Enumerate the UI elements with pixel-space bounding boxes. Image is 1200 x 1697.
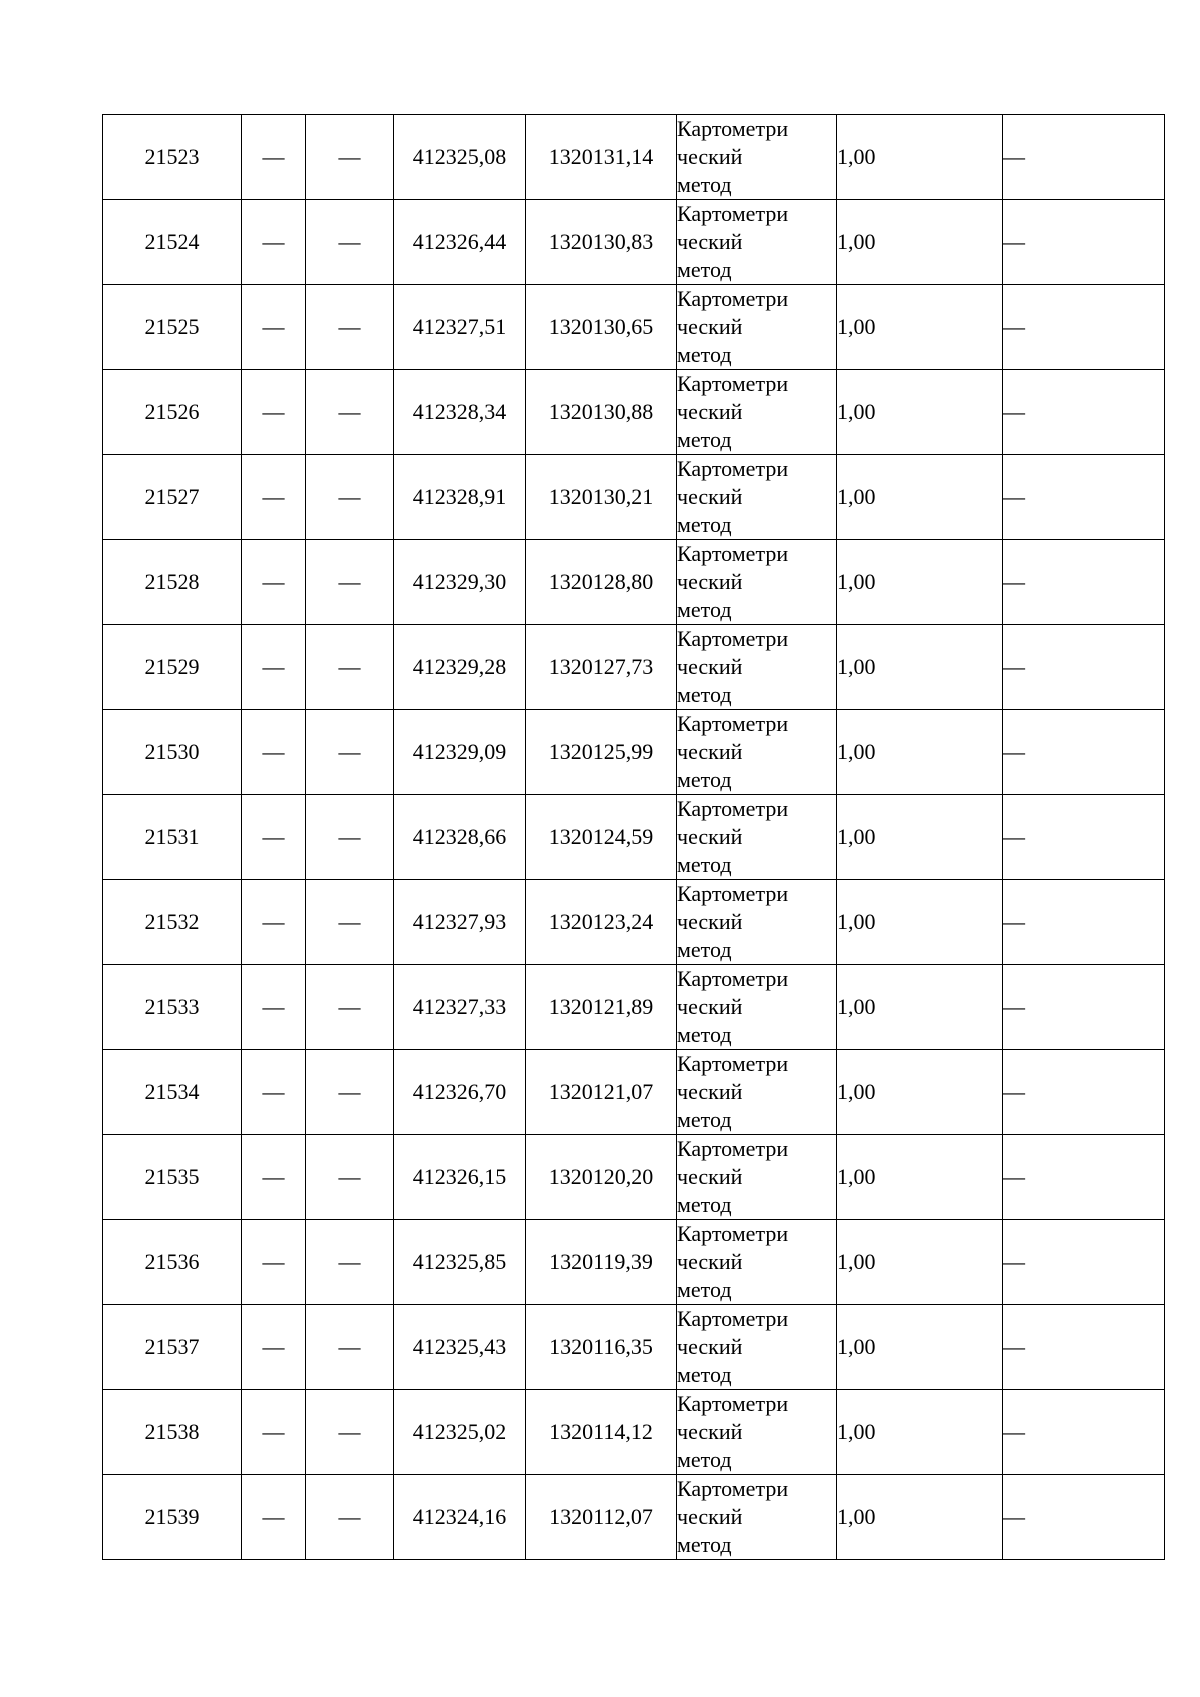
precision-cell: 1,00 bbox=[837, 200, 1003, 285]
method-line: ческий bbox=[677, 569, 743, 594]
method-cell bbox=[677, 1220, 837, 1305]
y-coordinate-cell: 1320125,99 bbox=[526, 710, 677, 795]
method-line: Картометри bbox=[677, 626, 789, 651]
x-coordinate-cell: 412325,08 bbox=[394, 115, 526, 200]
method-line: Картометри bbox=[677, 796, 789, 821]
y-coordinate-cell: 1320130,88 bbox=[526, 370, 677, 455]
y-coordinate-cell: 1320120,20 bbox=[526, 1135, 677, 1220]
method-line: Картометри bbox=[677, 1306, 789, 1331]
point-number-cell: 21538 bbox=[103, 1390, 242, 1475]
description-cell: — bbox=[1003, 965, 1165, 1050]
method-cell bbox=[677, 880, 837, 965]
empty-column-3-cell: — bbox=[306, 455, 394, 540]
description-cell: — bbox=[1003, 710, 1165, 795]
description-cell: — bbox=[1003, 795, 1165, 880]
precision-cell: 1,00 bbox=[837, 1050, 1003, 1135]
method-line: Картометри bbox=[677, 1221, 789, 1246]
table-row bbox=[103, 1390, 1165, 1475]
method-line: метод bbox=[677, 172, 732, 197]
y-coordinate-cell: 1320124,59 bbox=[526, 795, 677, 880]
method-line: Картометри bbox=[677, 541, 789, 566]
precision-cell: 1,00 bbox=[837, 1220, 1003, 1305]
empty-column-3-cell: — bbox=[306, 1050, 394, 1135]
method-line: ческий bbox=[677, 1249, 743, 1274]
y-coordinate-cell: 1320116,35 bbox=[526, 1305, 677, 1390]
method-line: ческий bbox=[677, 229, 743, 254]
table-row bbox=[103, 880, 1165, 965]
precision-cell: 1,00 bbox=[837, 1475, 1003, 1560]
empty-column-2-cell: — bbox=[242, 115, 306, 200]
method-line: ческий bbox=[677, 1079, 743, 1104]
empty-column-2-cell: — bbox=[242, 710, 306, 795]
x-coordinate-cell: 412324,16 bbox=[394, 1475, 526, 1560]
y-coordinate-cell: 1320128,80 bbox=[526, 540, 677, 625]
method-line: метод bbox=[677, 1447, 732, 1472]
method-line: Картометри bbox=[677, 116, 789, 141]
empty-column-3-cell: — bbox=[306, 540, 394, 625]
method-line: ческий bbox=[677, 739, 743, 764]
method-line: ческий bbox=[677, 484, 743, 509]
coordinates-table bbox=[102, 114, 1165, 1560]
point-number-cell: 21527 bbox=[103, 455, 242, 540]
description-cell: — bbox=[1003, 200, 1165, 285]
method-cell bbox=[677, 115, 837, 200]
x-coordinate-cell: 412326,70 bbox=[394, 1050, 526, 1135]
y-coordinate-cell: 1320114,12 bbox=[526, 1390, 677, 1475]
table-row bbox=[103, 1050, 1165, 1135]
method-cell bbox=[677, 1135, 837, 1220]
description-cell: — bbox=[1003, 1390, 1165, 1475]
y-coordinate-cell: 1320121,07 bbox=[526, 1050, 677, 1135]
x-coordinate-cell: 412327,93 bbox=[394, 880, 526, 965]
precision-cell: 1,00 bbox=[837, 455, 1003, 540]
precision-cell: 1,00 bbox=[837, 795, 1003, 880]
empty-column-3-cell: — bbox=[306, 1475, 394, 1560]
method-line: ческий bbox=[677, 1334, 743, 1359]
point-number-cell: 21535 bbox=[103, 1135, 242, 1220]
empty-column-3-cell: — bbox=[306, 1390, 394, 1475]
method-cell bbox=[677, 455, 837, 540]
precision-cell: 1,00 bbox=[837, 1305, 1003, 1390]
empty-column-3-cell: — bbox=[306, 115, 394, 200]
empty-column-2-cell: — bbox=[242, 965, 306, 1050]
description-cell: — bbox=[1003, 540, 1165, 625]
description-cell: — bbox=[1003, 1050, 1165, 1135]
empty-column-2-cell: — bbox=[242, 540, 306, 625]
empty-column-2-cell: — bbox=[242, 1050, 306, 1135]
point-number-cell: 21537 bbox=[103, 1305, 242, 1390]
method-line: Картометри bbox=[677, 1136, 789, 1161]
y-coordinate-cell: 1320121,89 bbox=[526, 965, 677, 1050]
method-cell bbox=[677, 795, 837, 880]
table-row bbox=[103, 965, 1165, 1050]
x-coordinate-cell: 412329,30 bbox=[394, 540, 526, 625]
description-cell: — bbox=[1003, 1305, 1165, 1390]
method-line: Картометри bbox=[677, 286, 789, 311]
method-cell bbox=[677, 1050, 837, 1135]
method-line: метод bbox=[677, 767, 732, 792]
empty-column-2-cell: — bbox=[242, 1475, 306, 1560]
y-coordinate-cell: 1320123,24 bbox=[526, 880, 677, 965]
method-cell bbox=[677, 370, 837, 455]
empty-column-3-cell: — bbox=[306, 370, 394, 455]
x-coordinate-cell: 412327,33 bbox=[394, 965, 526, 1050]
method-line: Картометри bbox=[677, 1476, 789, 1501]
empty-column-2-cell: — bbox=[242, 1305, 306, 1390]
empty-column-2-cell: — bbox=[242, 455, 306, 540]
method-line: метод bbox=[677, 1107, 732, 1132]
y-coordinate-cell: 1320130,21 bbox=[526, 455, 677, 540]
method-line: метод bbox=[677, 937, 732, 962]
table-row bbox=[103, 540, 1165, 625]
description-cell: — bbox=[1003, 455, 1165, 540]
point-number-cell: 21529 bbox=[103, 625, 242, 710]
table-row bbox=[103, 200, 1165, 285]
point-number-cell: 21523 bbox=[103, 115, 242, 200]
empty-column-2-cell: — bbox=[242, 285, 306, 370]
table-row bbox=[103, 625, 1165, 710]
method-line: Картометри bbox=[677, 966, 789, 991]
empty-column-2-cell: — bbox=[242, 370, 306, 455]
precision-cell: 1,00 bbox=[837, 1390, 1003, 1475]
empty-column-3-cell: — bbox=[306, 625, 394, 710]
x-coordinate-cell: 412326,15 bbox=[394, 1135, 526, 1220]
method-cell bbox=[677, 200, 837, 285]
table-row bbox=[103, 1475, 1165, 1560]
point-number-cell: 21533 bbox=[103, 965, 242, 1050]
method-line: Картометри bbox=[677, 456, 789, 481]
method-line: метод bbox=[677, 512, 732, 537]
empty-column-2-cell: — bbox=[242, 795, 306, 880]
table-row bbox=[103, 795, 1165, 880]
method-line: Картометри bbox=[677, 201, 789, 226]
method-line: метод bbox=[677, 682, 732, 707]
table-row bbox=[103, 1220, 1165, 1305]
method-line: ческий bbox=[677, 909, 743, 934]
point-number-cell: 21528 bbox=[103, 540, 242, 625]
method-line: метод bbox=[677, 597, 732, 622]
description-cell: — bbox=[1003, 1135, 1165, 1220]
method-line: ческий bbox=[677, 994, 743, 1019]
table-body bbox=[103, 115, 1165, 1560]
method-cell bbox=[677, 1390, 837, 1475]
method-cell bbox=[677, 710, 837, 795]
method-line: ческий bbox=[677, 1164, 743, 1189]
description-cell: — bbox=[1003, 370, 1165, 455]
x-coordinate-cell: 412325,02 bbox=[394, 1390, 526, 1475]
point-number-cell: 21532 bbox=[103, 880, 242, 965]
empty-column-2-cell: — bbox=[242, 880, 306, 965]
method-cell bbox=[677, 540, 837, 625]
table-row bbox=[103, 710, 1165, 795]
method-cell bbox=[677, 965, 837, 1050]
method-line: Картометри bbox=[677, 1051, 789, 1076]
x-coordinate-cell: 412328,91 bbox=[394, 455, 526, 540]
method-line: ческий bbox=[677, 654, 743, 679]
method-line: ческий bbox=[677, 399, 743, 424]
precision-cell: 1,00 bbox=[837, 710, 1003, 795]
description-cell: — bbox=[1003, 285, 1165, 370]
precision-cell: 1,00 bbox=[837, 965, 1003, 1050]
precision-cell: 1,00 bbox=[837, 540, 1003, 625]
method-cell bbox=[677, 625, 837, 710]
description-cell: — bbox=[1003, 115, 1165, 200]
method-line: Картометри bbox=[677, 1391, 789, 1416]
method-line: метод bbox=[677, 1532, 732, 1557]
table-row bbox=[103, 370, 1165, 455]
method-line: метод bbox=[677, 342, 732, 367]
table-row bbox=[103, 115, 1165, 200]
y-coordinate-cell: 1320112,07 bbox=[526, 1475, 677, 1560]
method-line: ческий bbox=[677, 144, 743, 169]
empty-column-3-cell: — bbox=[306, 1305, 394, 1390]
empty-column-3-cell: — bbox=[306, 880, 394, 965]
point-number-cell: 21536 bbox=[103, 1220, 242, 1305]
point-number-cell: 21530 bbox=[103, 710, 242, 795]
method-line: ческий bbox=[677, 314, 743, 339]
point-number-cell: 21525 bbox=[103, 285, 242, 370]
method-line: ческий bbox=[677, 1504, 743, 1529]
description-cell: — bbox=[1003, 880, 1165, 965]
empty-column-3-cell: — bbox=[306, 795, 394, 880]
table-row bbox=[103, 455, 1165, 540]
method-line: метод bbox=[677, 427, 732, 452]
y-coordinate-cell: 1320130,83 bbox=[526, 200, 677, 285]
empty-column-2-cell: — bbox=[242, 1135, 306, 1220]
table-row bbox=[103, 1135, 1165, 1220]
point-number-cell: 21539 bbox=[103, 1475, 242, 1560]
precision-cell: 1,00 bbox=[837, 115, 1003, 200]
method-line: метод bbox=[677, 1362, 732, 1387]
method-line: метод bbox=[677, 257, 732, 282]
empty-column-3-cell: — bbox=[306, 285, 394, 370]
point-number-cell: 21534 bbox=[103, 1050, 242, 1135]
method-cell bbox=[677, 285, 837, 370]
x-coordinate-cell: 412329,09 bbox=[394, 710, 526, 795]
method-line: ческий bbox=[677, 1419, 743, 1444]
empty-column-3-cell: — bbox=[306, 200, 394, 285]
method-line: метод bbox=[677, 1277, 732, 1302]
x-coordinate-cell: 412328,34 bbox=[394, 370, 526, 455]
table-row bbox=[103, 285, 1165, 370]
precision-cell: 1,00 bbox=[837, 880, 1003, 965]
y-coordinate-cell: 1320127,73 bbox=[526, 625, 677, 710]
method-line: метод bbox=[677, 1192, 732, 1217]
x-coordinate-cell: 412328,66 bbox=[394, 795, 526, 880]
x-coordinate-cell: 412325,43 bbox=[394, 1305, 526, 1390]
description-cell: — bbox=[1003, 1220, 1165, 1305]
empty-column-3-cell: — bbox=[306, 710, 394, 795]
precision-cell: 1,00 bbox=[837, 1135, 1003, 1220]
method-cell bbox=[677, 1305, 837, 1390]
empty-column-3-cell: — bbox=[306, 1135, 394, 1220]
precision-cell: 1,00 bbox=[837, 625, 1003, 710]
method-line: Картометри bbox=[677, 711, 789, 736]
point-number-cell: 21526 bbox=[103, 370, 242, 455]
method-line: метод bbox=[677, 852, 732, 877]
x-coordinate-cell: 412329,28 bbox=[394, 625, 526, 710]
method-line: Картометри bbox=[677, 881, 789, 906]
description-cell: — bbox=[1003, 1475, 1165, 1560]
x-coordinate-cell: 412327,51 bbox=[394, 285, 526, 370]
precision-cell: 1,00 bbox=[837, 370, 1003, 455]
y-coordinate-cell: 1320130,65 bbox=[526, 285, 677, 370]
empty-column-2-cell: — bbox=[242, 1220, 306, 1305]
point-number-cell: 21531 bbox=[103, 795, 242, 880]
method-line: Картометри bbox=[677, 371, 789, 396]
method-line: ческий bbox=[677, 824, 743, 849]
empty-column-3-cell: — bbox=[306, 1220, 394, 1305]
empty-column-2-cell: — bbox=[242, 200, 306, 285]
table-row bbox=[103, 1305, 1165, 1390]
method-line: метод bbox=[677, 1022, 732, 1047]
y-coordinate-cell: 1320131,14 bbox=[526, 115, 677, 200]
x-coordinate-cell: 412326,44 bbox=[394, 200, 526, 285]
description-cell: — bbox=[1003, 625, 1165, 710]
x-coordinate-cell: 412325,85 bbox=[394, 1220, 526, 1305]
point-number-cell: 21524 bbox=[103, 200, 242, 285]
empty-column-2-cell: — bbox=[242, 1390, 306, 1475]
precision-cell: 1,00 bbox=[837, 285, 1003, 370]
method-cell bbox=[677, 1475, 837, 1560]
empty-column-3-cell: — bbox=[306, 965, 394, 1050]
empty-column-2-cell: — bbox=[242, 625, 306, 710]
y-coordinate-cell: 1320119,39 bbox=[526, 1220, 677, 1305]
